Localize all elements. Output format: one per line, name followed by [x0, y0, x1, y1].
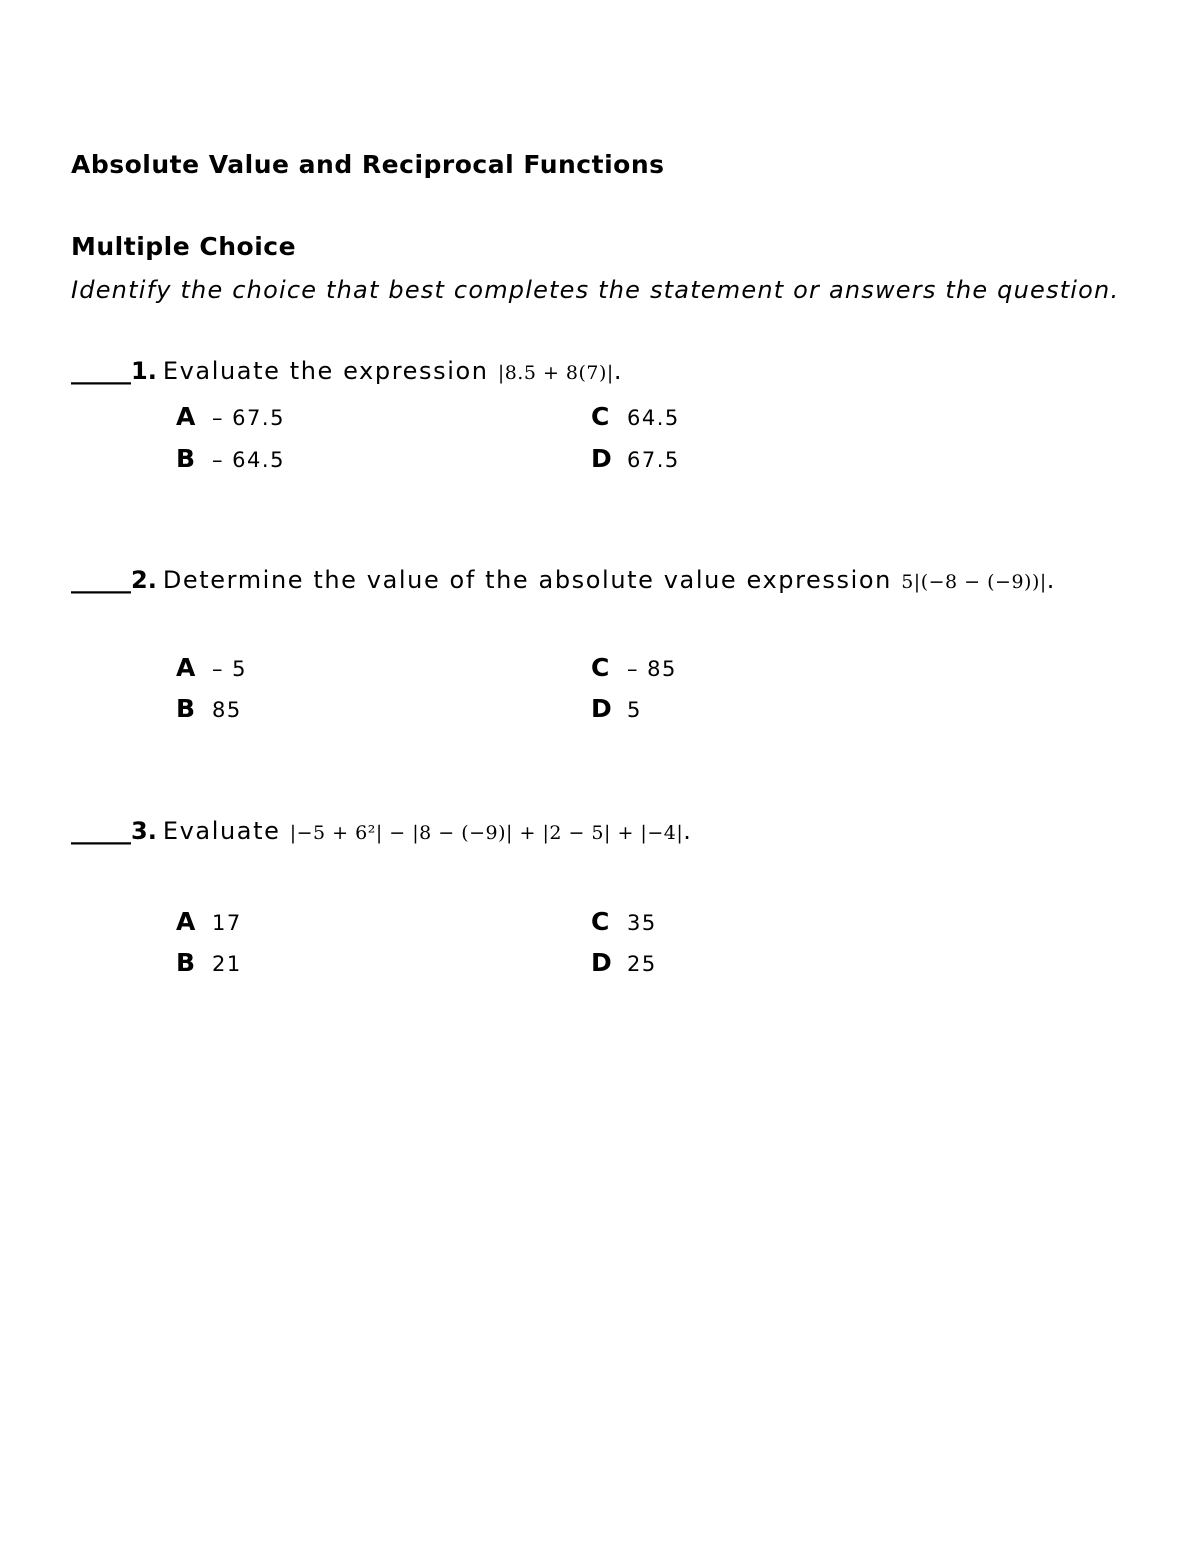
choice-a[interactable]: A 17: [176, 907, 242, 936]
question-number: 2.: [131, 566, 157, 594]
question-prompt: Determine the value of the absolute value expression: [162, 566, 892, 594]
math-expression: 5|(−8 − (−9))|: [901, 571, 1047, 593]
choice-text: 85: [212, 698, 242, 722]
choice-b[interactable]: B 21: [176, 948, 242, 977]
choice-text: – 85: [627, 657, 677, 681]
section-title: Multiple Choice: [71, 232, 297, 261]
question-number: 3.: [131, 817, 157, 845]
answer-blank[interactable]: _____: [71, 566, 131, 594]
question-3: [71, 817, 692, 845]
choice-text: 64.5: [627, 406, 680, 430]
choice-text: 5: [627, 698, 642, 722]
question-1: [71, 357, 623, 385]
choice-d[interactable]: D 67.5: [591, 444, 680, 473]
choice-text: 25: [627, 952, 657, 976]
question-2: [71, 566, 1056, 594]
choice-text: 17: [212, 911, 242, 935]
choice-c[interactable]: C – 85: [591, 653, 677, 682]
answer-blank[interactable]: _____: [71, 817, 131, 845]
choice-d[interactable]: D 25: [591, 948, 657, 977]
answer-blank[interactable]: _____: [71, 357, 131, 385]
choice-a[interactable]: A – 5: [176, 653, 248, 682]
question-prompt: Evaluate: [162, 817, 281, 845]
question-end: .: [613, 357, 624, 385]
choice-c[interactable]: C 64.5: [591, 402, 680, 431]
question-end: .: [1046, 566, 1057, 594]
question-number: 1.: [131, 357, 157, 385]
question-end: .: [683, 817, 693, 845]
choice-a[interactable]: A – 67.5: [176, 402, 285, 431]
choice-text: – 67.5: [212, 406, 285, 430]
instructions: Identify the choice that best completes the statement or answers the question.: [71, 276, 1120, 304]
choice-text: – 64.5: [212, 448, 285, 472]
choice-b[interactable]: B – 64.5: [176, 444, 285, 473]
math-expression: |8.5 + 8(7)|: [497, 362, 614, 384]
choice-text: 21: [212, 952, 242, 976]
math-expression: |−5 + 6²| − |8 − (−9)| + |2 − 5| + |−4|: [289, 822, 684, 844]
choice-text: 67.5: [627, 448, 680, 472]
choice-d[interactable]: D 5: [591, 694, 642, 723]
choice-text: 35: [627, 911, 657, 935]
choice-c[interactable]: C 35: [591, 907, 657, 936]
document-title: Absolute Value and Reciprocal Functions: [71, 150, 665, 179]
choice-text: – 5: [212, 657, 248, 681]
choice-b[interactable]: B 85: [176, 694, 242, 723]
question-prompt: Evaluate the expression: [162, 357, 489, 385]
